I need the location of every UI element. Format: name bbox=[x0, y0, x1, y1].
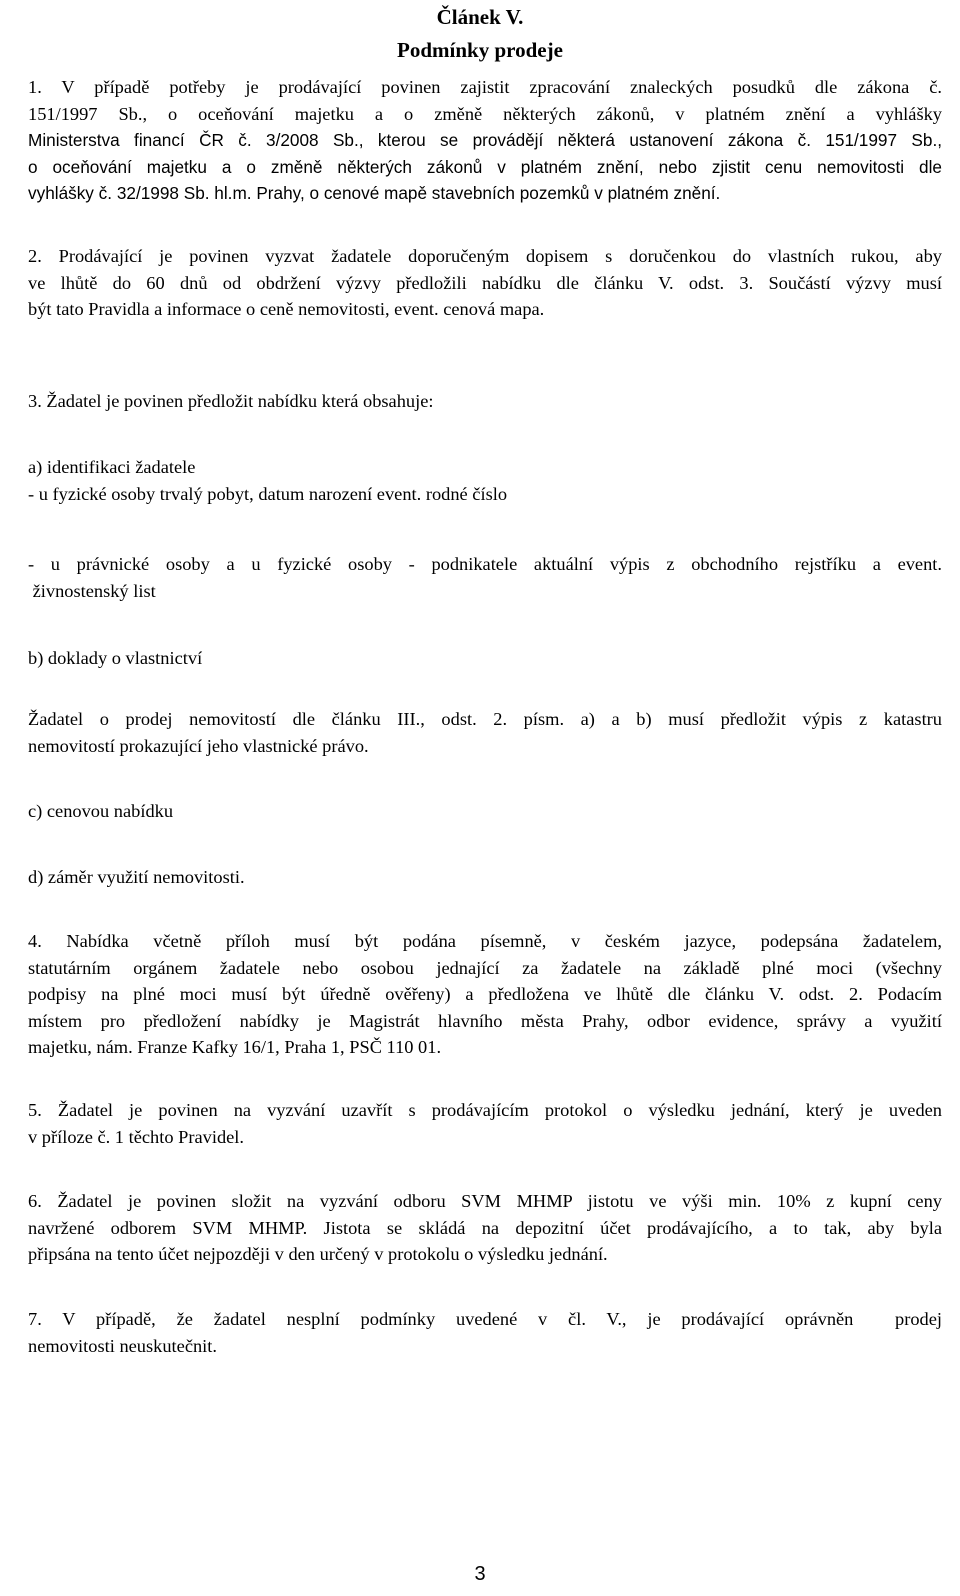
item-b-note-line: Žadatel o prodej nemovitostí dle článku III., odst. 2. písm. a) a b) musí předložit výpis z katastru bbox=[28, 709, 942, 729]
paragraph-5 bbox=[28, 1097, 942, 1150]
paragraph-4-line: místem pro předložení nabídky je Magistrát hlavního města Prahy, odbor evidence, správy a využití bbox=[28, 1010, 942, 1031]
item-c-line: c) cenovou nabídku bbox=[28, 801, 174, 821]
paragraph-3 bbox=[28, 388, 942, 415]
paragraph-3-line: 3. Žadatel je povinen předložit nabídku která obsahuje: bbox=[28, 391, 434, 411]
paragraph-1-line: Ministerstva financí ČR č. 3/2008 Sb., kterou se provádějí některá ustanovení zákona č. 151/1997 Sb., bbox=[28, 130, 942, 150]
item-b-note-line: nemovitostí prokazující jeho vlastnické právo. bbox=[28, 735, 369, 756]
paragraph-7 bbox=[28, 1306, 942, 1359]
item-b-line: b) doklady o vlastnictví bbox=[28, 648, 203, 668]
paragraph-2-line: být tato Pravidla a informace o ceně nemovitosti, event. cenová mapa. bbox=[28, 299, 545, 319]
paragraph-5-line: v příloze č. 1 těchto Pravidel. bbox=[28, 1126, 245, 1147]
item-b-note bbox=[28, 706, 942, 759]
paragraph-7-line: 7. V případě, že žadatel nesplní podmínky uvedené v čl. V., je prodávající oprávněn prodej bbox=[28, 1309, 942, 1329]
paragraph-1-line: 151/1997 Sb., o oceňování majetku a o změně některých zákonů, v platném znění a vyhlášky bbox=[28, 103, 942, 124]
article-title: Podmínky prodeje bbox=[397, 38, 563, 62]
item-a-legal-line: - u právnické osoby a u fyzické osoby - podnikatele aktuální výpis z obchodního rejstříku a event. bbox=[28, 554, 942, 574]
paragraph-6-line: 6. Žadatel je povinen složit na vyzvání odboru SVM MHMP jistotu ve výši min. 10% z kupní ceny bbox=[28, 1191, 942, 1211]
paragraph-4-line: podpisy na plné moci musí být úředně ověřeny) a předložena ve lhůtě dle článku V. odst. 2. Podacím bbox=[28, 984, 942, 1004]
paragraph-1-sans bbox=[28, 127, 942, 207]
paragraph-4-line: majetku, nám. Franze Kafky 16/1, Praha 1, PSČ 110 01. bbox=[28, 1037, 442, 1057]
paragraph-1-line: o oceňování majetku a o změně některých zákonů v platném znění, nebo zjistit cenu nemovitosti dle bbox=[28, 156, 942, 177]
paragraph-4 bbox=[28, 928, 942, 1061]
paragraph-7-line: nemovitosti neuskutečnit. bbox=[28, 1335, 217, 1356]
item-a-natural-person: - u fyzické osoby trvalý pobyt, datum narození event. rodné číslo bbox=[28, 483, 508, 504]
paragraph-5-line: 5. Žadatel je povinen na vyzvání uzavřít s prodávajícím protokol o výsledku jednání, který je uveden bbox=[28, 1100, 942, 1120]
paragraph-6 bbox=[28, 1188, 942, 1268]
paragraph-2 bbox=[28, 243, 942, 323]
item-b bbox=[28, 645, 942, 672]
item-d bbox=[28, 864, 942, 891]
paragraph-4-line: statutárním orgánem žadatele nebo osobou jednající za žadatele na základě plné moci (všechny bbox=[28, 957, 942, 978]
item-a-legal-person bbox=[28, 551, 942, 604]
paragraph-6-line: připsána na tento účet nejpozději v den určený v protokolu o výsledku jednání. bbox=[28, 1244, 608, 1264]
paragraph-6-line: navržené odborem SVM MHMP. Jistota se skládá na depozitní účet prodávajícího, a to tak, aby byla bbox=[28, 1217, 942, 1238]
paragraph-2-line: 2. Prodávající je povinen vyzvat žadatele doporučeným dopisem s doručenkou do vlastních rukou, aby bbox=[28, 246, 942, 266]
paragraph-4-line: 4. Nabídka včetně příloh musí být podána písemně, v českém jazyce, podepsána žadatelem, bbox=[28, 931, 942, 951]
article-number: Článek V. bbox=[436, 5, 524, 29]
paragraph-1-line: 1. V případě potřeby je prodávající povinen zajistit zpracování znaleckých posudků dle zákona č. bbox=[28, 77, 942, 97]
paragraph-1 bbox=[28, 74, 942, 127]
item-d-line: d) záměr využití nemovitosti. bbox=[28, 867, 245, 887]
item-a-line: a) identifikaci žadatele bbox=[28, 457, 196, 477]
item-a bbox=[28, 454, 942, 507]
paragraph-1-line: vyhlášky č. 32/1998 Sb. hl.m. Prahy, o cenové mapě stavebních pozemků v platném znění. bbox=[28, 183, 721, 203]
page-number: 3 bbox=[474, 1563, 486, 1585]
paragraph-2-line: ve lhůtě do 60 dnů od obdržení výzvy předložili nabídku dle článku V. odst. 3. Součástí výzvy musí bbox=[28, 272, 942, 293]
item-c bbox=[28, 798, 942, 825]
item-a-legal-line: živnostenský list bbox=[28, 580, 156, 601]
